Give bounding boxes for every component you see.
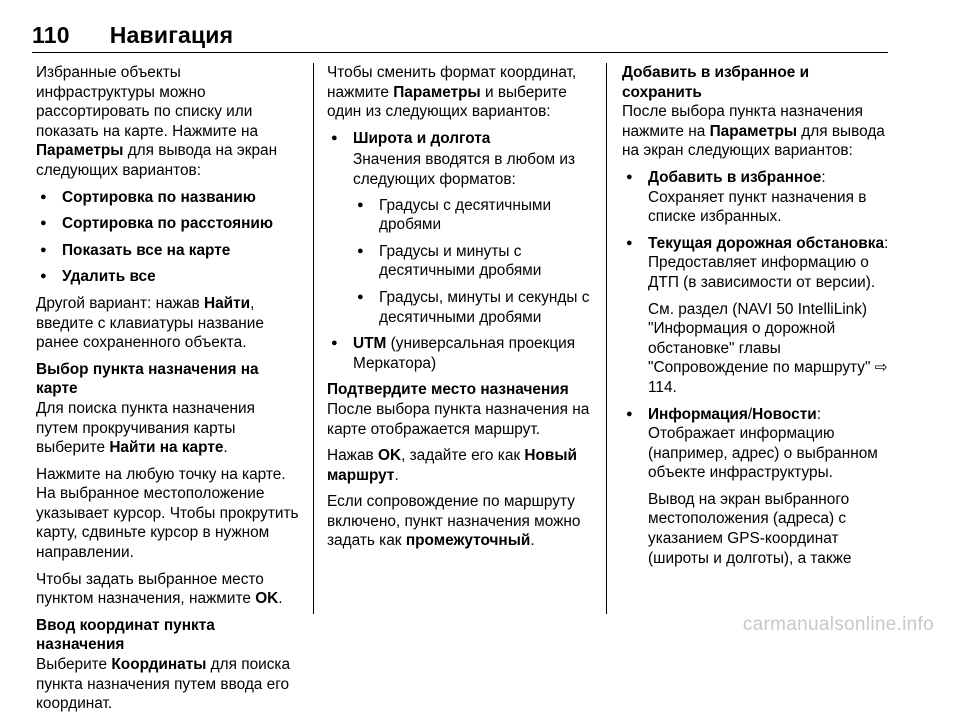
chapter-title: Навигация	[109, 22, 234, 48]
section-heading: Выбор пункта назначения на карте	[36, 360, 259, 398]
header-rule	[32, 52, 888, 53]
list-item: ● Информация/Новости: Отображает информацию (например, адрес) о выбранном объекте инфраструктуры. Вывод на экран выбранного местоположения (адреса) с указанием GPS-координат (широты и долготы), а также	[622, 405, 892, 569]
paragraph: Другой вариант: нажав Найти, введите с клавиатуры название ранее сохраненного объекта.	[36, 294, 264, 352]
paragraph: Выберите Координаты для поиска пункта назначения путем ввода его координат.	[36, 656, 291, 713]
watermark: carmanualsonline.info	[742, 614, 934, 635]
paragraph: Избранные объекты инфраструктуры можно рассортировать по списку или показать на карте. Нажмите на Параметры для вывода на экран следующих вариантов:	[36, 64, 278, 179]
page-header	[32, 22, 233, 49]
paragraph: Чтобы задать выбранное место пунктом назначения, нажмите OK.	[36, 570, 283, 608]
coordinate-format-list	[327, 129, 593, 374]
list-item: ● UTM (универсальная проекция Меркатора)	[327, 334, 593, 373]
paragraph: После выбора пункта назначения нажмите на Параметры для вывода на экран следующих вариантов:	[622, 103, 885, 160]
page-number: 110	[32, 22, 70, 48]
list-item: ● Сортировка по названию	[36, 188, 300, 208]
paragraph: Если сопровождение по маршруту включено, пункт назначения можно задать как промежуточный.	[327, 493, 581, 550]
list-item: ● Градусы, минуты и секунды с десятичными дробями	[353, 288, 593, 327]
section-heading: Добавить в избранное и сохранить	[622, 64, 810, 101]
paragraph: Нажав OK, задайте его как Новый маршрут.	[327, 447, 577, 484]
column-divider-1	[313, 63, 314, 614]
column-1	[36, 63, 300, 721]
list-item: ● Градусы и минуты с десятичными дробями	[353, 242, 593, 281]
list-item: ● Удалить все	[36, 267, 300, 287]
sort-options-list	[36, 188, 300, 287]
section-heading: Подтвердите место назначения	[327, 381, 569, 399]
paragraph: Нажмите на любую точку на карте. На выбранное местоположение указывает курсор. Чтобы прокрутить карту, сдвиньте курсор в нужном направлении.	[36, 465, 299, 562]
list-item: ● Текущая дорожная обстановка: Предоставляет информацию о ДТП (в зависимости от версии). См. раздел (NAVI 50 IntelliLink) "Информация о дорожной обстановке" главы "Сопровождение по маршруту" ⇨ 114.	[622, 234, 892, 398]
paragraph: После выбора пункта назначения на карте отображается маршрут.	[327, 400, 590, 438]
list-item: ● Широта и долгота Значения вводятся в любом из следующих форматов: ● Градусы с десятичными дробями ● Градусы и минуты с десятичными дробями ● Градусы, минуты и секунды с десятичными дробями	[327, 129, 593, 327]
options-list	[622, 168, 892, 568]
column-divider-2	[606, 63, 607, 614]
list-item: ● Добавить в избранное: Сохраняет пункт назначения в списке избранных.	[622, 168, 892, 227]
column-2	[327, 63, 593, 558]
list-item: ● Сортировка по расстоянию	[36, 214, 300, 234]
nested-list	[353, 196, 593, 328]
section-heading: Ввод координат пункта назначения	[36, 616, 215, 654]
paragraph: Чтобы сменить формат координат, нажмите Параметры и выберите один из следующих вариантов:	[327, 64, 577, 121]
paragraph: Для поиска пункта назначения путем прокручивания карты выберите Найти на карте.	[36, 399, 255, 457]
list-item: ● Градусы с десятичными дробями	[353, 196, 593, 235]
list-item: ● Показать все на карте	[36, 241, 300, 261]
column-3	[622, 63, 892, 575]
